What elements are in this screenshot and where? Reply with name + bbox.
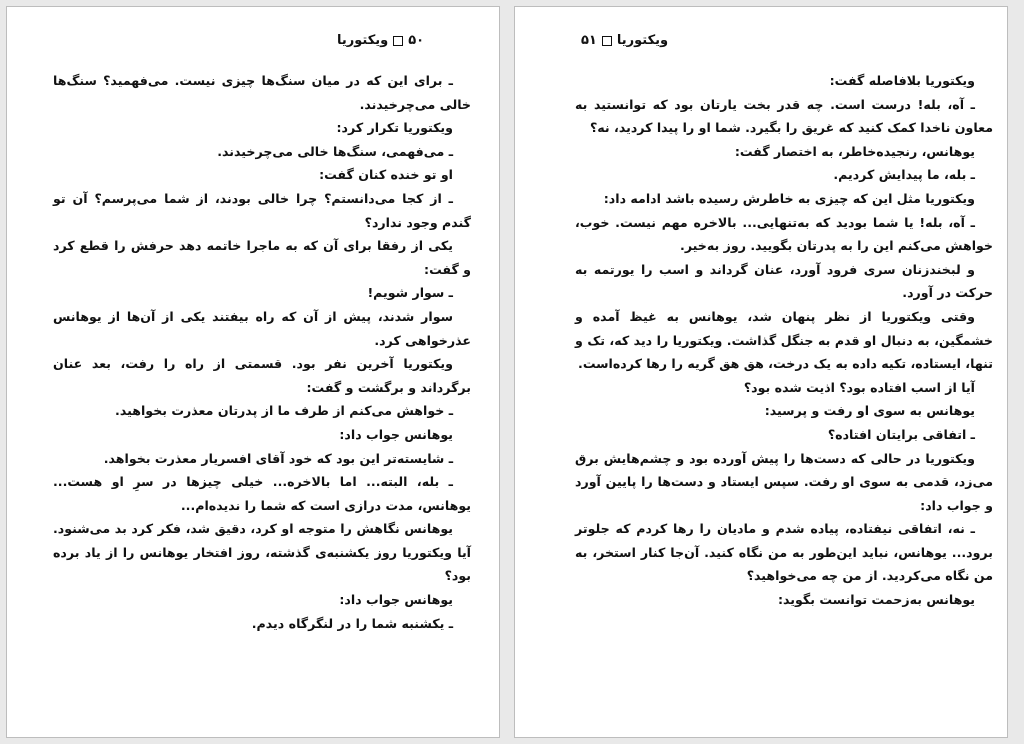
paragraph: ـ آه، بله! درست است. چه قدر بخت یارتان بود که توانستید به معاون ناخدا کمک کنید که غریق را بگیرد. شما او را پیدا کردید، نه؟ [575,96,993,136]
page-number: ۵۱ [581,33,597,48]
page-header [337,33,424,48]
square-ornament-icon [393,36,403,46]
paragraph: ـ از کجا می‌دانستم؟ چرا خالی بودند، از شما می‌پرسم؟ آن تو گندم وجود ندارد؟ [53,190,471,230]
running-title: ویکتوریا [337,33,389,48]
paragraph: ـ آه، بله! یا شما بودید که به‌تنهایی... بالاخره مهم نیست. خوب، خواهش می‌کنم این را به پدرتان بگویید. روز به‌خیر. [575,214,993,254]
square-ornament-icon [602,36,612,46]
paragraph: ویکتوریا تکرار کرد: [336,120,453,136]
paragraph: یوهانس، رنجیده‌خاطر، به اختصار گفت: [734,143,975,159]
paragraph: ـ بله، ما پیدایش کردیم. [833,167,975,183]
paragraph: ـ سوار شویم! [367,285,453,301]
page-header [581,33,668,48]
paragraph: یوهانس به سوی او رفت و پرسید: [764,403,975,419]
paragraph: ـ خواهش می‌کنم از طرف ما از پدرتان معذرت بخواهید. [115,403,453,419]
paragraph: یوهانس جواب داد: [339,592,453,608]
page-body [575,69,993,612]
page-number: ۵۰ [408,33,425,48]
paragraph: ـ برای این که در میان سنگ‌ها چیزی نیست. می‌فهمید؟ سنگ‌ها خالی می‌چرخیدند. [53,73,471,112]
paragraph: وقتی ویکتوریا از نظر پنهان شد، یوهانس به غیظ آمده و خشمگین، به دنبال او قدم به جنگل گذاشت. ویکتوریا را دید که، تک و تنها، ایستاده، تکیه داده به یک درخت، هق هق گریه را رها کرده‌است. [575,308,993,372]
paragraph: آیا از اسب افتاده بود؟ اذیت شده بود؟ [743,379,975,395]
paragraph: ویکتوریا در حالی که دست‌ها را پیش آورده بود و چشم‌هایش برق می‌زد، قدمی به سوی او رفت. سپس ایستاد و دست‌ها را پایین آورد و جواب داد: [575,450,993,513]
paragraph: ـ نه، اتفاقی نیفتاده، پیاده شدم و مادیان را رها کردم که جلوتر برود... یوهانس، نباید این‌طور به من نگاه کنید. آن‌جا کنار استخر، به من نگاه می‌کردید. از من چه می‌خواهید؟ [575,521,993,584]
paragraph: ـ می‌فهمی، سنگ‌ها خالی می‌چرخیدند. [217,143,453,159]
paragraph: او تو خنده کنان گفت: [319,167,453,183]
page-body [53,69,471,635]
paragraph: ـ بله، البته... اما بالاخره... خیلی چیزها در سرِ او هست... یوهانس، مدت درازی است که شما را ندیده‌ام... [53,474,471,513]
paragraph: ـ اتفاقی برایتان افتاده؟ [827,426,975,442]
paragraph: ـ یکشنبه شما را در لنگرگاه دیدم. [251,615,453,631]
page-51 [514,6,1008,738]
paragraph: سوار شدند، پیش از آن که راه بیفتند یکی از آن‌ها از یوهانس عذرخواهی کرد. [53,308,471,348]
running-title: ویکتوریا [616,33,669,48]
paragraph: یوهانس نگاهش را متوجه او کرد، دقیق شد، فکر کرد بد می‌شنود. آیا ویکتوریا روز یکشنبه‌ی گذشته، روز افتخار یوهانس را از یاد برده بود؟ [53,521,471,584]
page-50 [6,6,500,738]
paragraph: یکی از رفقا برای آن که به ماجرا خاتمه دهد حرفش را قطع کرد و گفت: [53,238,471,277]
paragraph: و لبخندزنان سری فرود آورد، عنان گرداند و اسب را یورتمه به حرکت در آورد. [575,261,993,301]
paragraph: یوهانس جواب داد: [339,426,453,442]
paragraph: ـ شایسته‌تر این بود که خود آقای افسریار معذرت بخواهد. [103,450,453,466]
paragraph: ویکتوریا بلافاصله گفت: [829,73,975,88]
paragraph: یوهانس به‌زحمت توانست بگوید: [777,592,975,608]
paragraph: ویکتوریا مثل این که چیزی به خاطرش رسیده باشد ادامه داد: [603,190,975,206]
paragraph: ویکتوریا آخرین نفر بود. قسمتی از راه را رفت، بعد عنان برگرداند و برگشت و گفت: [53,356,471,395]
